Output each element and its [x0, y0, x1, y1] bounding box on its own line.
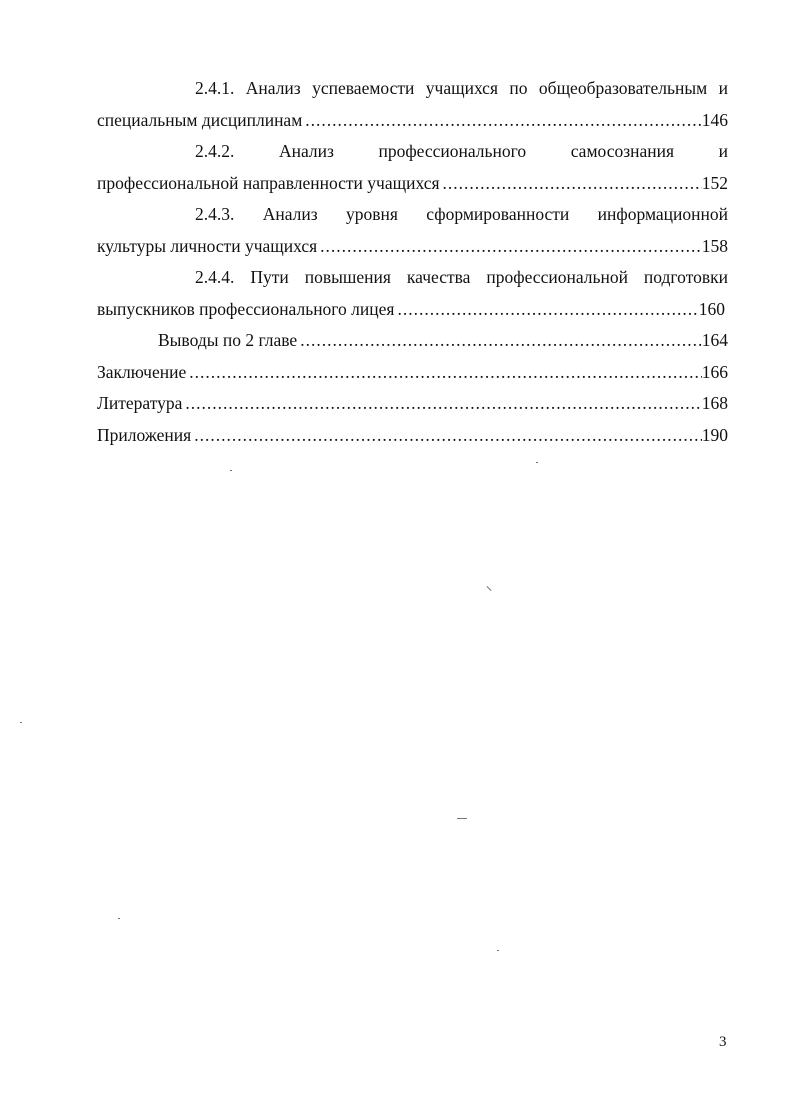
toc-entry-title: Приложения: [97, 424, 192, 445]
toc-entry-title: культуры личности учащихся: [97, 235, 318, 256]
leader-dots: [302, 105, 701, 137]
toc-entry-literature: [97, 388, 728, 420]
scan-speck: [118, 918, 120, 919]
leader-dots: [191, 420, 702, 452]
toc-entry-2-4-3-line1: 2.4.3. Анализ уровня сформированности информационной: [195, 204, 728, 224]
toc-entry-2-4-2-line2: [97, 168, 728, 200]
toc-entry-title: Литература: [97, 393, 183, 413]
toc-entry-title: выпускников профессионального лицея: [97, 298, 395, 319]
toc-entry-2-4-3-line2: [97, 231, 728, 263]
toc-page-number: 146: [701, 109, 728, 130]
toc-entry-2-4-4-line1: 2.4.4. Пути повышения качества профессиональной подготовки: [195, 267, 728, 287]
scan-speck: [487, 586, 492, 591]
leader-dots: [182, 388, 701, 420]
toc-entry-appendices: [97, 420, 728, 452]
toc-entry-title: Заключение: [97, 361, 187, 382]
leader-dots: [394, 294, 698, 326]
table-of-contents: [97, 73, 728, 451]
toc-entry-title: специальным дисциплинам: [97, 109, 303, 130]
toc-entry-title: профессиональной направленности учащихся: [97, 172, 440, 193]
leader-dots: [297, 325, 702, 357]
toc-page-number: 158: [701, 235, 728, 256]
toc-entry-2-4-1-line2: [97, 105, 728, 137]
scan-speck: [457, 818, 467, 819]
toc-entry-2-4-4-line2: [97, 294, 725, 326]
scan-speck: [536, 462, 538, 463]
leader-dots: [317, 231, 702, 263]
scan-speck: [20, 722, 22, 723]
toc-entry-title: Выводы по 2 главе: [158, 330, 298, 350]
page-number: 3: [719, 1034, 727, 1050]
toc-page-number: 168: [701, 393, 728, 413]
toc-page-number: 190: [701, 424, 728, 445]
toc-page-number: 152: [701, 172, 728, 193]
toc-entry-conclusion: [97, 357, 728, 389]
leader-dots: [186, 357, 702, 389]
toc-page-number: 164: [701, 330, 728, 350]
leader-dots: [440, 168, 702, 200]
toc-page-number: 166: [701, 361, 728, 382]
toc-page-number: 160: [698, 298, 725, 319]
scan-speck: [230, 470, 232, 471]
toc-entry-2-4-1-line1: 2.4.1. Анализ успеваемости учащихся по общеобразовательным и: [195, 78, 728, 98]
toc-entry-2-4-2-line1: 2.4.2. Анализ профессионального самосознания и: [195, 141, 728, 161]
toc-entry-conclusions-chapter-2: [97, 325, 728, 357]
scan-speck: [497, 950, 499, 951]
